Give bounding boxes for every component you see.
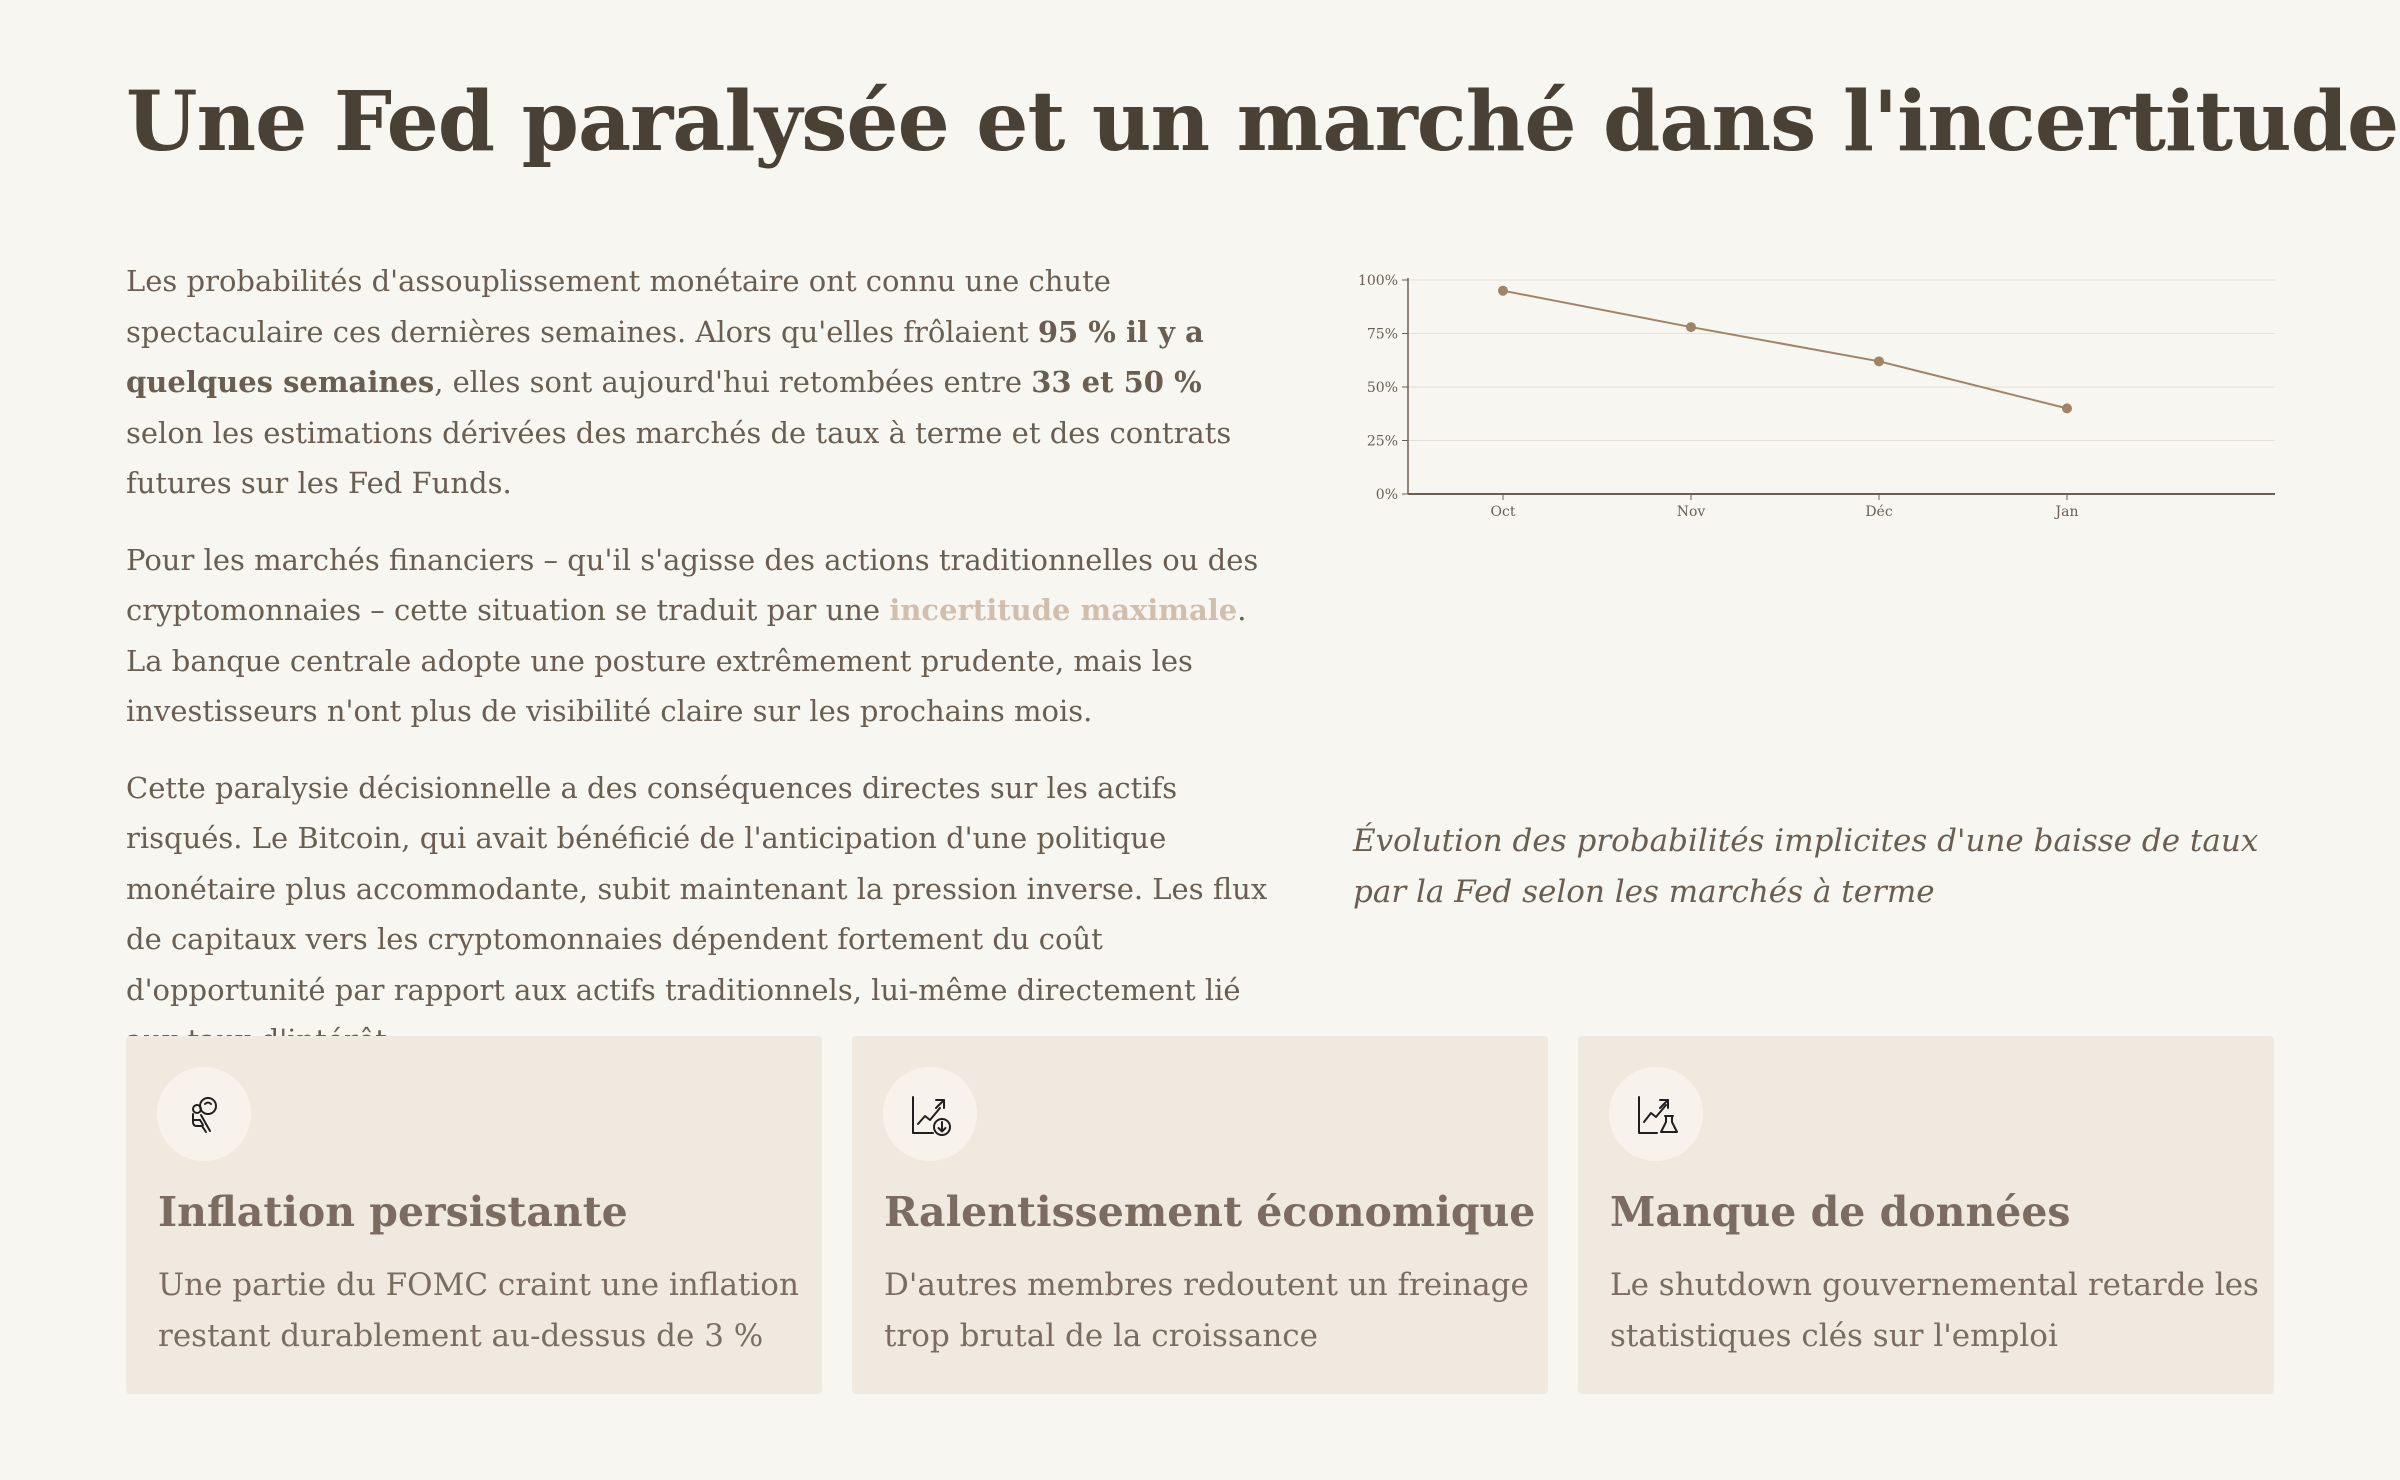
- brain-person-icon: [184, 1094, 224, 1134]
- highlight-incertitude: incertitude maximale: [889, 593, 1238, 627]
- paragraph-2-text-a: Pour les marchés financiers – qu'il s'agisse des actions traditionnelles ou des cryptomonnaies – cette situation se traduit par une: [126, 542, 1259, 627]
- x-tick-label: Nov: [1676, 504, 1706, 520]
- paragraph-1: [126, 256, 1276, 509]
- chart-caption: Évolution des probabilités implicites d'une baisse de taux par la Fed selon les marchés à terme: [1353, 823, 2259, 910]
- y-tick-label: 0%: [1375, 487, 1398, 503]
- highlight-95-percent: 95 % il y a quelques semaines: [126, 314, 1204, 399]
- card-icon-circle: [157, 1067, 251, 1161]
- data-point: [1874, 356, 1884, 366]
- card-text: Le shutdown gouvernemental retarde les statistiques clés sur l'emploi: [1610, 1267, 2259, 1354]
- card-icon-circle: [883, 1067, 977, 1161]
- probability-chart: [1350, 262, 2280, 792]
- card-title: Manque de données: [1610, 1188, 2071, 1236]
- paragraph-1-text-e: selon les estimations dérivées des marchés de taux à terme et des contrats futures sur les Fed Funds.: [126, 415, 1232, 500]
- data-point: [1498, 286, 1508, 296]
- chart-flask-icon: [1636, 1094, 1680, 1138]
- y-tick-label: 25%: [1366, 433, 1398, 450]
- line-chart-svg: [1350, 262, 2280, 792]
- series-line: [1503, 291, 2067, 409]
- card-text: Une partie du FOMC craint une inflation restant durablement au-dessus de 3 %: [158, 1267, 799, 1354]
- x-tick-label: Oct: [1490, 504, 1516, 520]
- card-title: Ralentissement économique: [884, 1188, 1536, 1236]
- card-icon-circle: [1609, 1067, 1703, 1161]
- y-tick-label: 100%: [1357, 273, 1398, 289]
- cards-row: [126, 1036, 2274, 1394]
- highlight-33-50-percent: 33 et 50 %: [1031, 365, 1202, 399]
- data-point: [1686, 322, 1696, 332]
- paragraph-2: [126, 535, 1276, 737]
- card-ralentissement: [852, 1036, 1548, 1394]
- paragraph-2-text-c: . La banque centrale adopte une posture extrêmement prudente, mais les investisseurs n'ont plus de visibilité claire sur les prochains mois.: [126, 593, 1247, 728]
- chart-download-icon: [910, 1094, 954, 1138]
- paragraph-1-text-c: , elles sont aujourd'hui retombées entre: [434, 365, 1032, 399]
- card-text: D'autres membres redoutent un freinage trop brutal de la croissance: [884, 1267, 1529, 1354]
- article-body: [126, 256, 1276, 1092]
- card-inflation: [126, 1036, 822, 1394]
- paragraph-1-text-a: Les probabilités d'assouplissement monétaire ont connu une chute spectaculaire ces dernières semaines. Alors qu'elles frôlaient: [126, 264, 1111, 349]
- data-point: [2062, 403, 2072, 413]
- y-tick-label: 75%: [1366, 326, 1398, 343]
- y-tick-label: 50%: [1366, 380, 1398, 396]
- page-title: Une Fed paralysée et un marché dans l'incertitude: [126, 74, 2399, 170]
- x-tick-label: Déc: [1865, 504, 1893, 520]
- x-tick-label: Jan: [2055, 504, 2079, 520]
- card-title: Inflation persistante: [158, 1188, 628, 1236]
- paragraph-3: Cette paralysie décisionnelle a des conséquences directes sur les actifs risqués. Le Bitcoin, qui avait bénéficié de l'anticipation d'une politique monétaire plus accommodante, subit maintenant la pression inverse. Les flux de capitaux vers les cryptomonnaies dépendent fortement du coût d'opportunité par rapport aux actifs traditionnels, lui-même directement lié: [126, 770, 1268, 1007]
- card-manque-donnees: [1578, 1036, 2274, 1394]
